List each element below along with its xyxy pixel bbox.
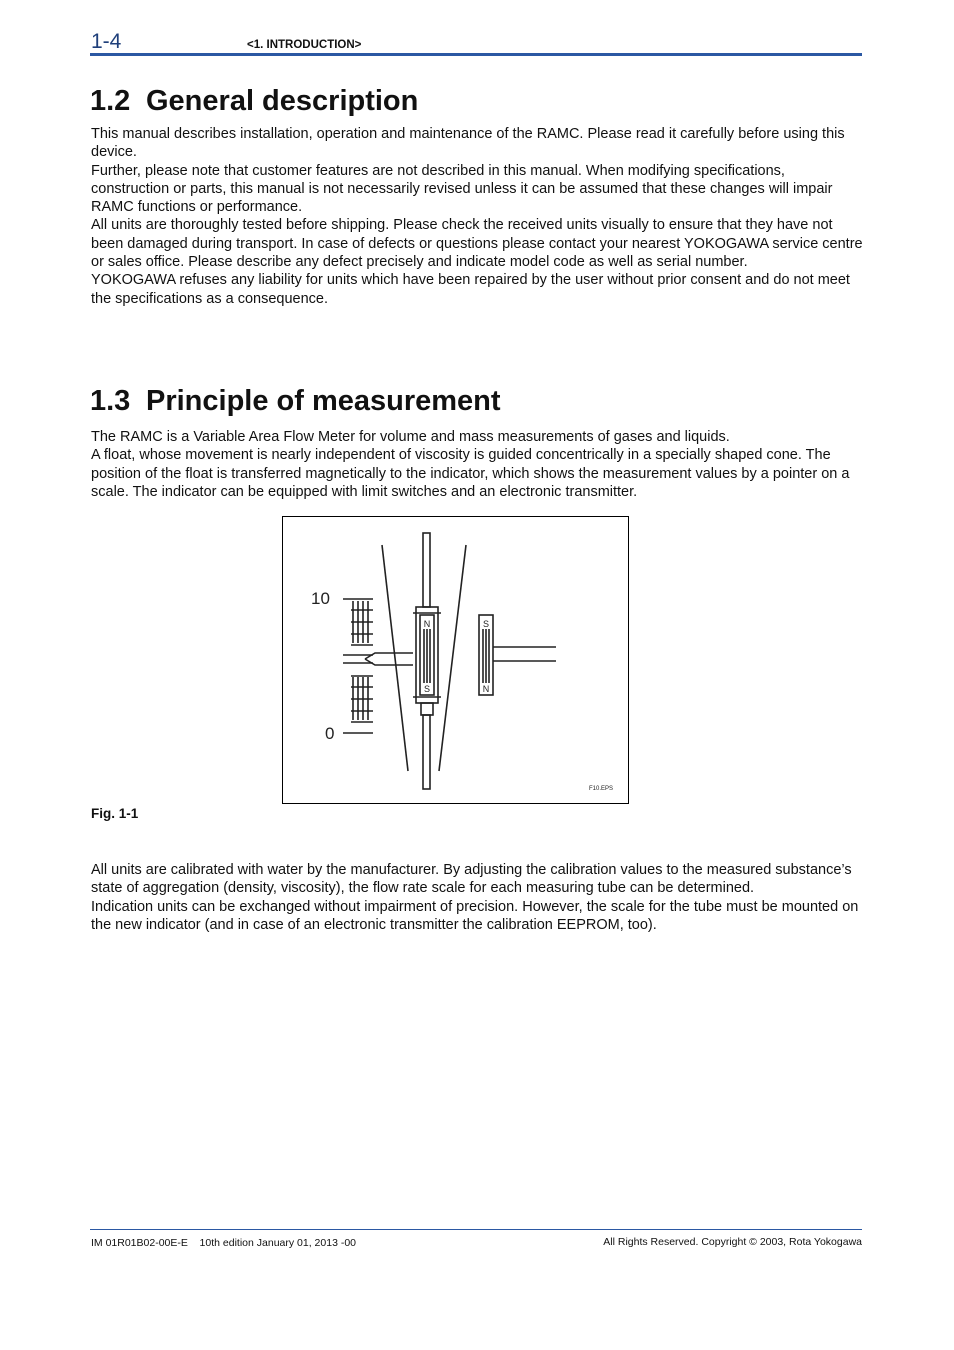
principle-body <box>91 428 866 501</box>
paragraph: All units are calibrated with water by the manufacturer. By adjusting the calibration values to the measured substance’s state of aggregation (density, viscosity), the flow rate scale for each measuring tube can be determined. <box>91 862 852 897</box>
flow-meter-figure <box>282 516 629 804</box>
scale-bars <box>353 601 368 720</box>
section-heading-general-description <box>90 85 418 118</box>
page-number: 1-4 <box>91 30 122 53</box>
footer-divider <box>90 1229 862 1230</box>
chapter-label: <1. INTRODUCTION> <box>247 39 362 51</box>
guide-rod-top <box>423 533 430 607</box>
figure-file-label: F10.EPS <box>589 786 614 792</box>
pointer-upper <box>365 653 413 659</box>
figure-caption: Fig. 1-1 <box>91 806 139 821</box>
paragraph: This manual describes installation, operation and maintenance of the RAMC. Please read it carefully before using this device. <box>91 126 845 161</box>
paragraph: YOKOGAWA refuses any liability for units which have been repaired by the user without prior consent and do not meet the specifications as a consequence. <box>91 272 850 307</box>
paragraph: The RAMC is a Variable Area Flow Meter for volume and mass measurements of gases and liquids. <box>91 429 730 445</box>
scale-label-top: 10 <box>311 589 330 608</box>
pointer-lower <box>365 659 413 665</box>
cone-right-wall <box>439 545 466 771</box>
follower-pole-top: S <box>482 619 490 629</box>
float-pole-bottom: S <box>423 684 431 694</box>
document-id: IM 01R01B02-00E-E 10th edition January 01, 2013 -00 <box>91 1237 357 1249</box>
general-description-body <box>91 125 866 308</box>
paragraph: Indication units can be exchanged without impairment of precision. However, the scale for the tube must be mounted on the new indicator (and in case of an electronic transmitter the calibration EEPROM, too). <box>91 898 859 933</box>
paragraph: A float, whose movement is nearly independent of viscosity is guided concentrically in a specially shaped cone. The position of the float is transferred magnetically to the indicator, which shows the measurement values by a pointer on a scale. The indicator can be equipped with limit switches and an electronic transmitter. <box>91 447 850 500</box>
header-divider <box>90 53 862 56</box>
scale-label-bottom: 0 <box>325 724 335 743</box>
paragraph: All units are thoroughly tested before shipping. Please check the received units visually to ensure that they have not been damaged during transport. In case of defects or questions please contact your nearest YOKOGAWA service centre or sales office. Please describe any defect precisely and indicate model code as well as serial number. <box>91 217 863 271</box>
section-title: General description <box>146 85 419 117</box>
guide-rod-bottom <box>423 715 430 789</box>
section-number: 1.3 <box>90 385 131 417</box>
cone-left-wall <box>382 545 408 771</box>
follower-pole-bottom: N <box>482 684 490 694</box>
section-number: 1.2 <box>90 85 131 117</box>
section-title: Principle of measurement <box>146 385 501 417</box>
flow-meter-diagram <box>283 517 630 805</box>
paragraph: Further, please note that customer features are not described in this manual. When modifying specifications, construction or parts, this manual is not necessarily revised unless it can be assumed that these changes will impair RAMC functions or performance. <box>91 162 833 216</box>
calibration-body <box>91 861 866 934</box>
copyright: All Rights Reserved. Copyright © 2003, Rota Yokogawa <box>603 1236 862 1248</box>
float-pole-top: N <box>423 619 431 629</box>
section-heading-principle-of-measurement <box>90 385 501 418</box>
